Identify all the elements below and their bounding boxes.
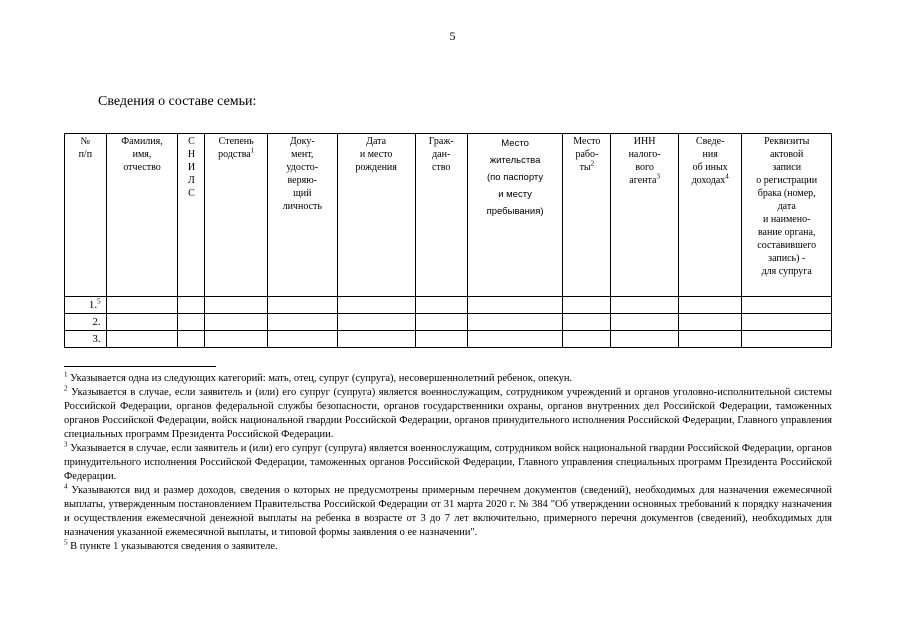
cell-snils[interactable] [178,331,205,348]
cell-identity-document[interactable] [267,314,337,331]
cell-residence[interactable] [467,297,563,314]
cell-tax-agent-inn[interactable] [611,331,679,348]
cell-marriage-record[interactable] [742,314,832,331]
cell-full-name[interactable] [106,297,178,314]
family-composition-table [64,133,832,348]
header-tax-agent-inn: ИНН налого- вого агента$^3$ [611,134,679,297]
cell-birth-date-place[interactable] [337,314,415,331]
footnote-separator [64,366,216,367]
cell-full-name[interactable] [106,314,178,331]
header-identity-document: Доку- мент, удосто- веряю- щий личность [267,134,337,297]
header-citizenship: Граж- дан- ство [415,134,467,297]
footnotes [64,372,832,554]
footnote-1: $^1$ Указывается одна из следующих категорий: мать, отец, супруг (супруга), несовершеннолетний ребенок, опекун. [64,370,573,384]
cell-other-income[interactable] [678,331,741,348]
page-number: 5 [449,29,456,43]
cell-citizenship[interactable] [415,297,467,314]
table-row [65,331,832,348]
header-marriage-record: Реквизиты актовой записи о регистрации брака (номер, дата и наимено- вание органа, составившего запись) - для супруга [742,134,832,297]
cell-relationship[interactable] [205,314,267,331]
cell-tax-agent-inn[interactable] [611,314,679,331]
cell-snils[interactable] [178,297,205,314]
cell-other-income[interactable] [678,297,741,314]
cell-relationship[interactable] [205,331,267,348]
header-snils: С Н И Л С [178,134,205,297]
header-workplace: Место рабо- $ты^2$ [563,134,611,297]
cell-residence[interactable] [467,331,563,348]
footnote-3: $^3$ Указывается в случае, если заявитель и (или) его супруг (супруга) является военнослужащим, сотрудником войск национальной гвардии Российской Федерации, органов принудительного исполнения Российской Федерации, таможенных органов Российской Федерации, Главного управления специальных программ Президента Российской Федерации. [64,440,832,482]
cell-relationship[interactable] [205,297,267,314]
cell-workplace[interactable] [563,297,611,314]
cell-workplace[interactable] [563,314,611,331]
cell-citizenship[interactable] [415,331,467,348]
cell-full-name[interactable] [106,331,178,348]
cell-identity-document[interactable] [267,297,337,314]
section-title: Сведения о составе семьи: [98,94,257,109]
row-number: 2. [65,314,107,331]
cell-residence[interactable] [467,314,563,331]
table-header-row [65,134,832,297]
footnote-5: $^5$ В пункте 1 указываются сведения о заявителе. [64,538,278,552]
cell-marriage-record[interactable] [742,297,832,314]
cell-birth-date-place[interactable] [337,331,415,348]
cell-other-income[interactable] [678,314,741,331]
header-relationship: Степень родства$^1$ [205,134,267,297]
footnote-2: $^2$ Указывается в случае, если заявитель и (или) его супруг (супруга) является военнослужащим, сотрудником учреждений и органов уголовно-исполнительной системы Российской Федерации, органов федеральной службы безопасности, органов государственники охраны, органов внутренних дел Российской Федерации, таможенных органов Российской Федерации, войск национальной гвардии Российской Федерации, органов принудительного исполнения Российской Федерации, Главного управления специальных программ Президента Российской Федерации. [64,384,832,440]
cell-identity-document[interactable] [267,331,337,348]
header-residence: Место жительства (по паспорту и месту пребывания) [467,134,563,297]
table-row [65,314,832,331]
cell-birth-date-place[interactable] [337,297,415,314]
header-number: № п/п [65,134,107,297]
header-other-income: Сведе- ния об иных доходах$^4$ [678,134,741,297]
row-number: 3. [65,331,107,348]
header-birth-date-place: Дата и место рождения [337,134,415,297]
cell-citizenship[interactable] [415,314,467,331]
cell-workplace[interactable] [563,331,611,348]
cell-marriage-record[interactable] [742,331,832,348]
cell-tax-agent-inn[interactable] [611,297,679,314]
row-number: 1.$^5$ [65,297,107,314]
header-full-name: Фамилия, имя, отчество [106,134,178,297]
cell-snils[interactable] [178,314,205,331]
table-row [65,297,832,314]
footnote-4: $^4$ Указываются вид и размер доходов, сведения о которых не предусмотрены примерным перечнем документов (сведений), необходимых для назначения ежемесячной выплаты, утвержденным постановлением Правительства Российской Федерации от 31 марта 2020 г. № 384 "Об утверждении основных требований к порядку назначения и осуществления ежемесячной денежной выплаты на ребенка в возрасте от 3 до 7 лет включительно, примерного перечня документов (сведений), необходимых для назначения указанной ежемесячной выплаты, и типовой формы заявления о ее назначении". [64,482,832,538]
